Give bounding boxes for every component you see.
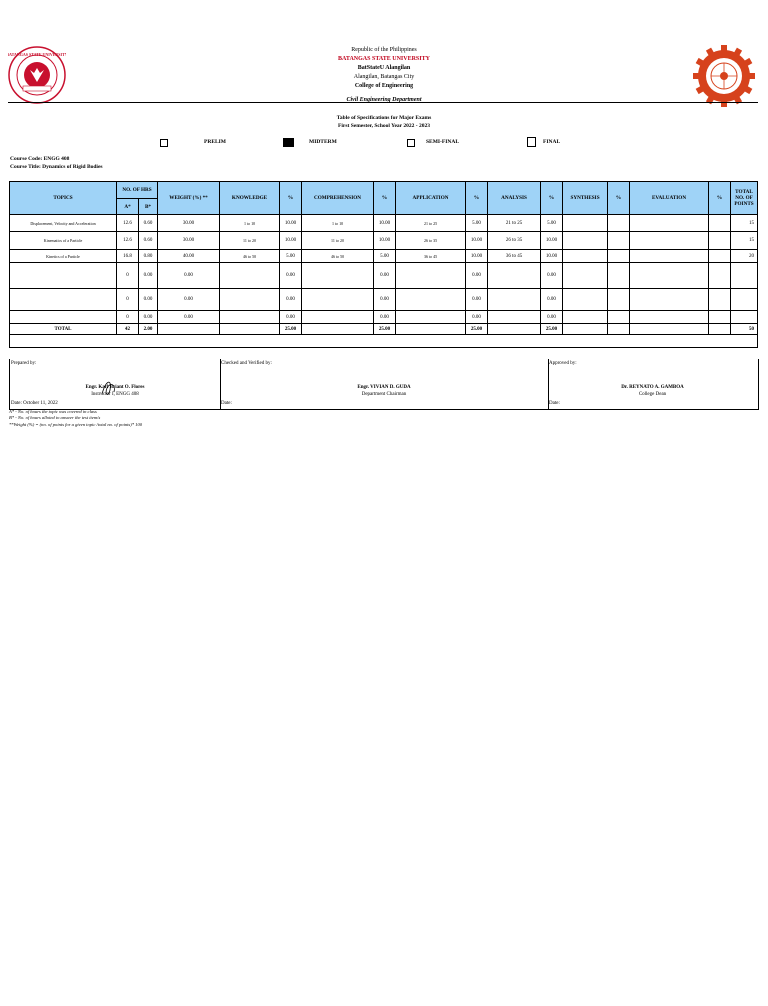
course-title: Course Title: Dynamics of Rigid Bodies	[10, 164, 103, 170]
application-items-cell	[396, 263, 466, 289]
midterm-label: MIDTERM	[309, 139, 337, 145]
analysis-items-cell	[488, 311, 541, 324]
synthesis-items-cell	[563, 289, 608, 311]
final-checkbox[interactable]	[527, 137, 536, 147]
header-divider	[8, 102, 758, 103]
total-application-pct: 25.00	[466, 324, 488, 335]
header-a: A*	[117, 199, 139, 215]
comprehension-items-cell: 11 to 20	[302, 232, 374, 250]
a-cell: 12.6	[117, 215, 139, 232]
knowledge-pct-cell: 5.00	[280, 250, 302, 263]
prelim-checkbox[interactable]	[160, 139, 168, 147]
synthesis-pct-cell	[608, 289, 630, 311]
evaluation-items-cell	[630, 232, 709, 250]
comprehension-items-cell	[302, 311, 374, 324]
analysis-pct-cell: 10.00	[541, 232, 563, 250]
checked-role: Department Chairman	[361, 392, 407, 397]
total-points-cell	[731, 263, 758, 289]
table-row	[10, 215, 758, 232]
application-pct-cell: 10.00	[466, 250, 488, 263]
b-cell: 0.80	[139, 250, 158, 263]
analysis-pct-cell: 0.00	[541, 263, 563, 289]
analysis-pct-cell: 5.00	[541, 215, 563, 232]
svg-text:BATANGAS STATE UNIVERSITY: BATANGAS STATE UNIVERSITY	[8, 52, 66, 57]
course-code: Course Code: ENGG 408	[10, 156, 70, 162]
approved-by-cell	[548, 359, 757, 409]
topic-cell: Kinetics of a Particle	[10, 250, 117, 263]
comprehension-pct-cell: 10.00	[374, 232, 396, 250]
evaluation-items-cell	[630, 311, 709, 324]
approved-role: College Dean	[638, 392, 667, 397]
total-weight	[158, 324, 220, 335]
analysis-items-cell: 21 to 25	[488, 215, 541, 232]
total-synthesis	[563, 324, 608, 335]
college-name: College of Engineering	[354, 83, 414, 89]
table-row	[10, 289, 758, 311]
weight-cell: 0.00	[158, 263, 220, 289]
total-a: 42	[117, 324, 139, 335]
topic-cell	[10, 263, 117, 289]
header-analysis: ANALYSIS	[488, 182, 541, 215]
prepared-date: Date: October 11, 2022	[11, 401, 58, 406]
specifications-table	[9, 181, 758, 348]
evaluation-items-cell	[630, 250, 709, 263]
approved-by-label: Approved by:	[549, 361, 577, 366]
total-points-cell: 20	[731, 250, 758, 263]
application-items-cell	[396, 289, 466, 311]
document-title-block	[200, 114, 568, 130]
synthesis-items-cell	[563, 250, 608, 263]
spacer-row	[10, 335, 758, 348]
comprehension-pct-cell: 0.00	[374, 263, 396, 289]
prepared-by-cell	[10, 359, 221, 409]
total-points-cell: 15	[731, 215, 758, 232]
synthesis-items-cell	[563, 215, 608, 232]
university-logo	[8, 46, 66, 104]
b-cell: 0.60	[139, 232, 158, 250]
analysis-items-cell	[488, 289, 541, 311]
header-no-of-hrs: NO. OF HRS	[117, 182, 158, 199]
total-label: TOTAL	[10, 324, 117, 335]
college-logo	[692, 44, 756, 108]
final-label: FINAL	[543, 139, 561, 145]
header-evaluation: EVALUATION	[630, 182, 709, 215]
total-comprehension	[302, 324, 374, 335]
checked-by-label: Checked and Verified by:	[221, 361, 272, 366]
comprehension-items-cell: 46 to 50	[302, 250, 374, 263]
total-points: 50	[731, 324, 758, 335]
document-header	[200, 46, 568, 105]
application-pct-cell: 5.00	[466, 215, 488, 232]
analysis-items-cell: 36 to 45	[488, 250, 541, 263]
total-b: 2.00	[139, 324, 158, 335]
republic-line: Republic of the Philippines	[351, 47, 417, 53]
analysis-pct-cell: 0.00	[541, 311, 563, 324]
footnote-a: A* - No. of hours the topic was covered in class	[9, 409, 97, 414]
weight-cell: 30.00	[158, 215, 220, 232]
semifinal-label: SEMI-FINAL	[426, 139, 460, 145]
weight-cell: 0.00	[158, 311, 220, 324]
header-evaluation-pct: %	[709, 182, 731, 215]
comprehension-items-cell	[302, 263, 374, 289]
prepared-name: Engr. Karl Briant O. Flores	[85, 385, 145, 390]
header-analysis-pct: %	[541, 182, 563, 215]
a-cell: 0	[117, 311, 139, 324]
knowledge-pct-cell: 0.00	[280, 263, 302, 289]
topic-cell: Kinematics of a Particle	[10, 232, 117, 250]
synthesis-pct-cell	[608, 263, 630, 289]
campus-address: Alangilan, Batangas City	[353, 74, 415, 80]
knowledge-items-cell: 1 to 10	[220, 215, 280, 232]
evaluation-pct-cell	[709, 289, 731, 311]
application-items-cell: 36 to 45	[396, 250, 466, 263]
checked-date: Date:	[221, 401, 232, 406]
total-points-cell: 15	[731, 232, 758, 250]
approved-name: Dr. REYNATO A. GAMBOA	[621, 385, 684, 390]
comprehension-pct-cell: 0.00	[374, 311, 396, 324]
weight-cell: 40.00	[158, 250, 220, 263]
total-analysis	[488, 324, 541, 335]
evaluation-pct-cell	[709, 215, 731, 232]
department-name: Civil Engineering Department	[346, 97, 422, 103]
total-points-cell	[731, 311, 758, 324]
knowledge-pct-cell: 0.00	[280, 311, 302, 324]
knowledge-items-cell	[220, 263, 280, 289]
table-body	[10, 215, 758, 324]
table-row	[10, 250, 758, 263]
b-cell: 0.00	[139, 311, 158, 324]
synthesis-items-cell	[563, 263, 608, 289]
topic-cell	[10, 289, 117, 311]
header-knowledge-pct: %	[280, 182, 302, 215]
knowledge-items-cell	[220, 289, 280, 311]
total-comprehension-pct: 25.00	[374, 324, 396, 335]
a-cell: 16.8	[117, 250, 139, 263]
b-cell: 0.00	[139, 263, 158, 289]
approved-date: Date:	[549, 401, 560, 406]
header-topics: TOPICS	[10, 182, 117, 215]
header-weight: WEIGHT (%) **	[158, 182, 220, 215]
prepared-by-label: Prepared by:	[11, 361, 37, 366]
topic-cell	[10, 311, 117, 324]
total-knowledge-pct: 25.00	[280, 324, 302, 335]
synthesis-pct-cell	[608, 232, 630, 250]
total-evaluation	[630, 324, 709, 335]
analysis-pct-cell: 0.00	[541, 289, 563, 311]
total-application	[396, 324, 466, 335]
document-title: Table of Specifications for Major Exams	[336, 115, 432, 121]
table-row	[10, 263, 758, 289]
total-analysis-pct: 25.00	[541, 324, 563, 335]
header-application: APPLICATION	[396, 182, 466, 215]
checked-name: Engr. VIVIAN D. GUDA	[357, 385, 411, 390]
synthesis-items-cell	[563, 311, 608, 324]
analysis-items-cell	[488, 263, 541, 289]
application-items-cell	[396, 311, 466, 324]
header-total-points: TOTAL NO. OF POINTS	[731, 182, 758, 215]
comprehension-pct-cell: 5.00	[374, 250, 396, 263]
application-pct-cell: 0.00	[466, 289, 488, 311]
comprehension-items-cell: 1 to 10	[302, 215, 374, 232]
analysis-pct-cell: 10.00	[541, 250, 563, 263]
comprehension-items-cell	[302, 289, 374, 311]
b-cell: 0.60	[139, 215, 158, 232]
university-name: BATANGAS STATE UNIVERSITY	[338, 56, 430, 62]
header-knowledge: KNOWLEDGE	[220, 182, 280, 215]
prelim-label: PRELIM	[204, 139, 226, 145]
evaluation-items-cell	[630, 215, 709, 232]
synthesis-pct-cell	[608, 311, 630, 324]
application-pct-cell: 0.00	[466, 263, 488, 289]
header-comprehension-pct: %	[374, 182, 396, 215]
synthesis-items-cell	[563, 232, 608, 250]
evaluation-pct-cell	[709, 232, 731, 250]
synthesis-pct-cell	[608, 250, 630, 263]
analysis-items-cell: 26 to 35	[488, 232, 541, 250]
a-cell: 0	[117, 289, 139, 311]
header-application-pct: %	[466, 182, 488, 215]
knowledge-items-cell: 46 to 50	[220, 250, 280, 263]
prepared-role: Instructor I, ENGG 408	[91, 392, 139, 397]
application-pct-cell: 0.00	[466, 311, 488, 324]
total-evaluation-pct	[709, 324, 731, 335]
knowledge-pct-cell: 10.00	[280, 215, 302, 232]
application-pct-cell: 10.00	[466, 232, 488, 250]
semifinal-checkbox[interactable]	[407, 139, 415, 147]
evaluation-items-cell	[630, 263, 709, 289]
total-points-cell	[731, 289, 758, 311]
knowledge-pct-cell: 0.00	[280, 289, 302, 311]
evaluation-items-cell	[630, 289, 709, 311]
a-cell: 12.6	[117, 232, 139, 250]
table-row	[10, 232, 758, 250]
synthesis-pct-cell	[608, 215, 630, 232]
comprehension-pct-cell: 0.00	[374, 289, 396, 311]
evaluation-pct-cell	[709, 250, 731, 263]
total-synthesis-pct	[608, 324, 630, 335]
b-cell: 0.00	[139, 289, 158, 311]
table-row	[10, 311, 758, 324]
weight-cell: 0.00	[158, 289, 220, 311]
evaluation-pct-cell	[709, 311, 731, 324]
signature-block	[9, 359, 759, 410]
comprehension-pct-cell: 10.00	[374, 215, 396, 232]
header-b: B*	[139, 199, 158, 215]
total-knowledge	[220, 324, 280, 335]
footnote-weight: **Weight (%) = (no. of points for a given topic /total no. of points)* 100	[9, 421, 143, 427]
footnote-b: B* - No. of hours alloted to answer the test item/s	[9, 415, 101, 421]
knowledge-items-cell	[220, 311, 280, 324]
totals-row	[10, 324, 758, 335]
weight-cell: 30.00	[158, 232, 220, 250]
footnotes	[9, 409, 142, 428]
application-items-cell: 26 to 35	[396, 232, 466, 250]
topic-cell: Displacement, Velocity and Acceleration	[10, 215, 117, 232]
semester-line: First Semester, School Year 2022 - 2023	[338, 123, 430, 129]
knowledge-pct-cell: 10.00	[280, 232, 302, 250]
header-synthesis: SYNTHESIS	[563, 182, 608, 215]
knowledge-items-cell: 11 to 20	[220, 232, 280, 250]
midterm-checkbox[interactable]	[283, 138, 294, 147]
application-items-cell: 21 to 25	[396, 215, 466, 232]
checked-by-cell	[220, 359, 549, 409]
campus-name: BatStateU Alangilan	[357, 65, 411, 71]
a-cell: 0	[117, 263, 139, 289]
header-synthesis-pct: %	[608, 182, 630, 215]
evaluation-pct-cell	[709, 263, 731, 289]
header-comprehension: COMPREHENSION	[302, 182, 374, 215]
